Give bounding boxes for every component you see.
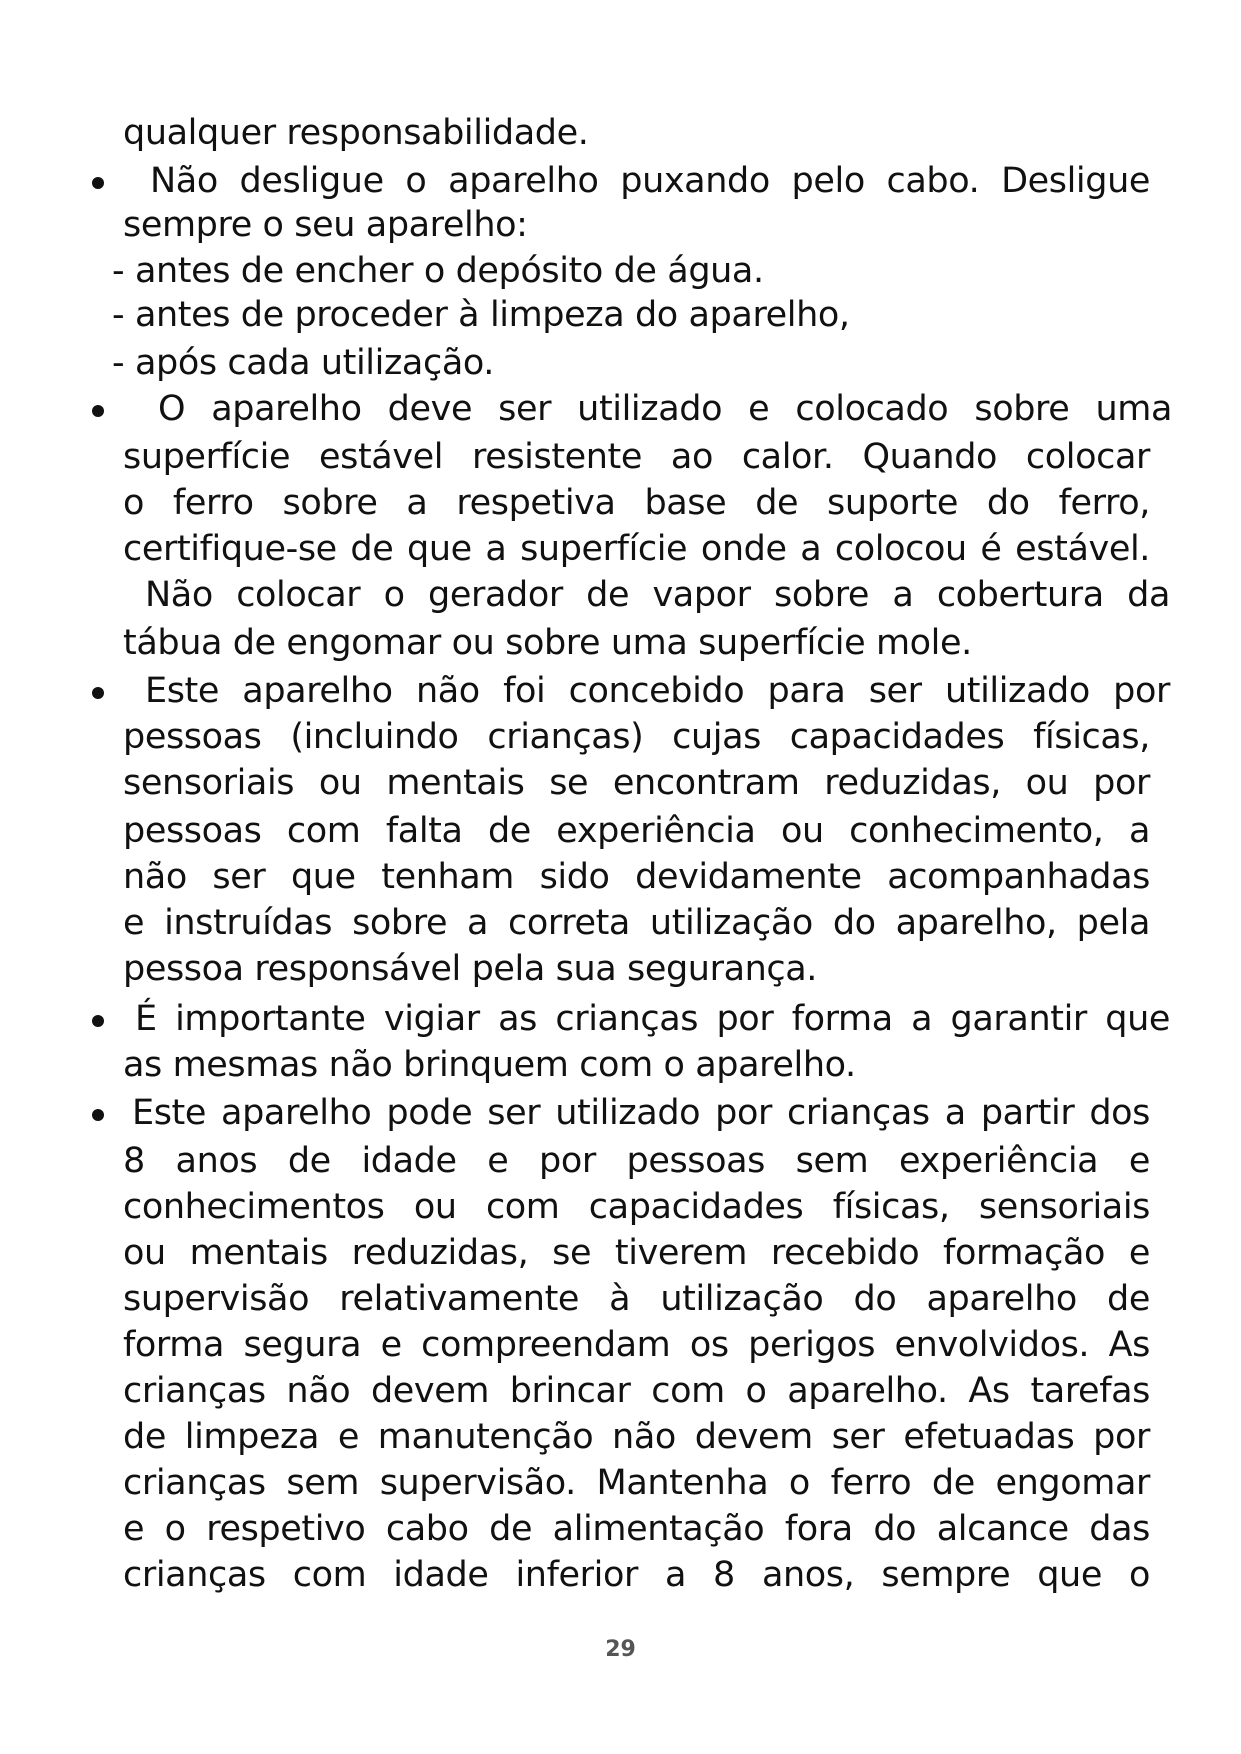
text-line: Este aparelho não foi concebido para ser utilizado por: [145, 671, 1170, 711]
text-line: O aparelho deve ser utilizado e colocado sobre uma: [158, 389, 1172, 429]
text-line: Não colocar o gerador de vapor sobre a cobertura da: [145, 575, 1170, 615]
bullet-icon: [92, 1109, 104, 1121]
text-line: pessoas com falta de experiência ou conhecimento, a: [123, 811, 1150, 851]
bullet-icon: [92, 1015, 104, 1027]
text-line: de limpeza e manutenção não devem ser efetuadas por: [123, 1417, 1150, 1457]
text-line: qualquer responsabilidade.: [123, 113, 589, 153]
text-line: o ferro sobre a respetiva base de suporte do ferro,: [123, 483, 1150, 523]
bullet-icon: [92, 687, 104, 699]
text-line: crianças com idade inferior a 8 anos, sempre que o: [123, 1555, 1150, 1595]
text-line: crianças sem supervisão. Mantenha o ferro de engomar: [123, 1463, 1150, 1503]
text-line: e instruídas sobre a correta utilização do aparelho, pela: [123, 903, 1150, 943]
bullet-icon: [92, 405, 104, 417]
text-line: Não desligue o aparelho puxando pelo cabo. Desligue: [150, 161, 1150, 201]
text-line: É importante vigiar as crianças por forma a garantir que: [135, 999, 1170, 1039]
sub-list-item: - antes de proceder à limpeza do aparelho,: [112, 295, 850, 335]
page-number: 29: [605, 1637, 636, 1662]
text-line: forma segura e compreendam os perigos envolvidos. As: [123, 1325, 1150, 1365]
sub-list-item: - após cada utilização.: [112, 343, 494, 383]
text-line: sensoriais ou mentais se encontram reduzidas, ou por: [123, 763, 1150, 803]
text-line: superfície estável resistente ao calor. Quando colocar: [123, 437, 1150, 477]
text-line: e o respetivo cabo de alimentação fora do alcance das: [123, 1509, 1150, 1549]
text-line: certifique-se de que a superfície onde a colocou é estável.: [123, 529, 1150, 569]
text-line: não ser que tenham sido devidamente acompanhadas: [123, 857, 1150, 897]
text-line: Este aparelho pode ser utilizado por crianças a partir dos: [132, 1093, 1150, 1133]
text-line: supervisão relativamente à utilização do aparelho de: [123, 1279, 1150, 1319]
text-line: sempre o seu aparelho:: [123, 205, 528, 245]
sub-list-item: - antes de encher o depósito de água.: [112, 251, 764, 291]
text-line: conhecimentos ou com capacidades físicas, sensoriais: [123, 1187, 1150, 1227]
text-line: pessoas (incluindo crianças) cujas capacidades físicas,: [123, 717, 1150, 757]
text-line: ou mentais reduzidas, se tiverem recebido formação e: [123, 1233, 1150, 1273]
text-line: crianças não devem brincar com o aparelho. As tarefas: [123, 1371, 1150, 1411]
text-line: pessoa responsável pela sua segurança.: [123, 949, 818, 989]
text-line: tábua de engomar ou sobre uma superfície mole.: [123, 623, 972, 663]
text-line: as mesmas não brinquem com o aparelho.: [123, 1045, 856, 1085]
text-line: 8 anos de idade e por pessoas sem experiência e: [123, 1141, 1150, 1181]
bullet-icon: [92, 177, 104, 189]
